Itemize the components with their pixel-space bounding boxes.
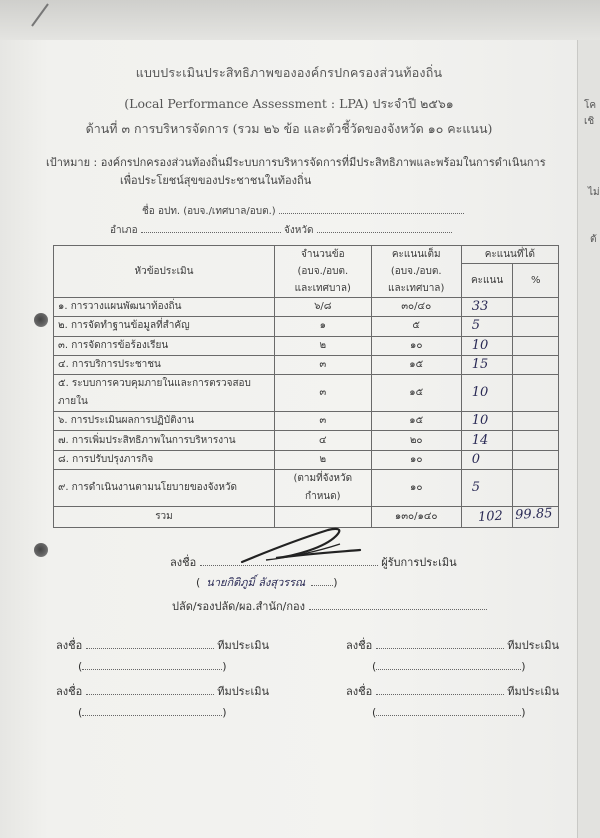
org-label: ชื่อ อปท. (อบจ./เทศบาล/อบต.) bbox=[142, 206, 276, 217]
punch-hole-upper bbox=[34, 313, 48, 327]
header-full-l1: คะแนนเต็ม bbox=[391, 249, 441, 260]
header-score: คะแนน bbox=[461, 264, 513, 298]
title-line-3: ด้านที่ ๓ การบริหารจัดการ (รวม ๒๖ ข้อ และตัวชี้วัดของจังหวัด ๑๐ คะแนน) bbox=[85, 121, 493, 136]
row-count: ๖/๘ bbox=[274, 298, 371, 317]
row-count: ๔ bbox=[274, 431, 371, 450]
row-percent bbox=[513, 431, 559, 450]
header-full-l2: (อบจ./อบต. bbox=[390, 266, 442, 277]
row-count: ๓ bbox=[274, 355, 371, 374]
team-role-2: ทีมประเมิน bbox=[507, 639, 560, 652]
team-sign-label-4: ลงชื่อ bbox=[346, 685, 373, 698]
punch-hole-lower bbox=[34, 543, 48, 557]
team-sign-label-2: ลงชื่อ bbox=[346, 639, 373, 652]
row-percent bbox=[513, 375, 559, 412]
edge-text-3: ไม่ bbox=[588, 187, 600, 198]
row-item: ๘. การปรับปรุงภารกิจ bbox=[54, 450, 275, 469]
clerk-label: ปลัด/รองปลัด/ผอ.สำนัก/กอง bbox=[172, 600, 305, 613]
row-score: 14 bbox=[461, 431, 513, 450]
row-score: 33 bbox=[461, 298, 513, 317]
row-percent bbox=[513, 470, 559, 507]
row-item: ๙. การดำเนินงานตามนโยบายของจังหวัด bbox=[54, 470, 275, 507]
team-paren-1-left: ( ) bbox=[78, 660, 227, 673]
team-sign-label-3: ลงชื่อ bbox=[56, 685, 83, 698]
table-row bbox=[54, 317, 559, 336]
folded-corner-mark bbox=[30, 2, 52, 28]
edge-text-4: ตั bbox=[590, 234, 597, 245]
row-item: ๕. ระบบการควบคุมภายในและการตรวจสอบภายใน bbox=[54, 375, 275, 412]
row-percent bbox=[513, 412, 559, 431]
row-count: ๓ bbox=[274, 412, 371, 431]
handwritten-total: 102 bbox=[477, 508, 504, 525]
scanner-top-band bbox=[0, 0, 600, 40]
team-sign-dots-4 bbox=[376, 684, 504, 695]
district-dots bbox=[141, 222, 281, 233]
org-dots bbox=[279, 203, 464, 214]
row-count: ๑ bbox=[274, 317, 371, 336]
clerk-dots bbox=[309, 599, 487, 610]
team-role-1: ทีมประเมิน bbox=[217, 639, 270, 652]
header-obtained: คะแนนที่ได้ bbox=[461, 246, 558, 264]
row-full: ๑๐ bbox=[371, 336, 461, 355]
team-paren-1-right: ( ) bbox=[372, 660, 526, 673]
province-dots bbox=[317, 222, 452, 233]
edge-text-2: เชิ bbox=[584, 116, 595, 127]
row-full: ๑๐ bbox=[371, 450, 461, 469]
table-row bbox=[54, 355, 559, 374]
row-full: ๑๕ bbox=[371, 355, 461, 374]
district-label: อำเภอ bbox=[110, 225, 138, 236]
assessment-table bbox=[53, 245, 559, 528]
row-full: ๒๐ bbox=[371, 431, 461, 450]
team-paren-2-right: ( ) bbox=[372, 706, 526, 719]
row-score: 5 bbox=[461, 470, 513, 507]
assessee-name-row: ( นายกิติภูมิ์ ลังสุวรรณ ) bbox=[196, 576, 338, 589]
table-row bbox=[54, 336, 559, 355]
team-sign-label-1: ลงชื่อ bbox=[56, 639, 83, 652]
row-count: ๒ bbox=[274, 450, 371, 469]
row-item: ๓. การจัดการข้อร้องเรียน bbox=[54, 336, 275, 355]
table-row bbox=[54, 470, 559, 507]
table-row bbox=[54, 450, 559, 469]
team-role-4: ทีมประเมิน bbox=[507, 685, 560, 698]
table-row bbox=[54, 431, 559, 450]
row-count: ๒ bbox=[274, 336, 371, 355]
goal-line-1: เป้าหมาย : องค์กรปกครองส่วนท้องถิ่นมีระบบการบริหารจัดการที่มีประสิทธิภาพและพร้อมในการดำเนินการ bbox=[46, 156, 546, 169]
handwritten-percent: 99.85 bbox=[514, 506, 553, 523]
row-percent bbox=[513, 450, 559, 469]
row-full: ๓๐/๔๐ bbox=[371, 298, 461, 317]
assessee-sign-label: ลงชื่อ bbox=[170, 556, 197, 569]
header-count-l1: จำนวนข้อ bbox=[301, 249, 345, 260]
row-full: ๑๐ bbox=[371, 470, 461, 507]
row-score: 10 bbox=[461, 336, 513, 355]
assessee-name: นายกิติภูมิ์ ลังสุวรรณ bbox=[206, 576, 306, 589]
row-score: 5 bbox=[461, 317, 513, 336]
row-full: ๑๕ bbox=[371, 375, 461, 412]
header-item: หัวข้อประเมิน bbox=[54, 246, 275, 298]
row-full: ๕ bbox=[371, 317, 461, 336]
team-sign-dots-2 bbox=[376, 638, 504, 649]
total-full: ๑๓๐/๑๔๐ bbox=[371, 507, 461, 528]
team-sign-row-2-right bbox=[346, 682, 559, 700]
row-score: 10 bbox=[461, 412, 513, 431]
assessee-name-dots bbox=[311, 575, 333, 586]
goal-line-2: เพื่อประโยชน์สุขของประชาชนในท้องถิ่น bbox=[120, 174, 312, 187]
team-role-3: ทีมประเมิน bbox=[217, 685, 270, 698]
table-row bbox=[54, 298, 559, 317]
assessee-signature-scribble bbox=[236, 522, 366, 568]
team-sign-row-2-left bbox=[56, 682, 269, 700]
district-province-line bbox=[110, 222, 452, 238]
adjacent-page-strip bbox=[577, 40, 600, 838]
row-count: (ตามที่จังหวัดกำหนด) bbox=[274, 470, 371, 507]
team-paren-2-left: ( ) bbox=[78, 706, 227, 719]
row-percent bbox=[513, 298, 559, 317]
row-percent bbox=[513, 355, 559, 374]
team-sign-dots-1 bbox=[86, 638, 214, 649]
row-score: 15 bbox=[461, 355, 513, 374]
title-line-1: แบบประเมินประสิทธิภาพขององค์กรปกครองส่วนท้องถิ่น bbox=[135, 65, 443, 80]
row-item: ๔. การบริการประชาชน bbox=[54, 355, 275, 374]
header-percent: % bbox=[513, 264, 559, 298]
title-line-2: (Local Performance Assessment : LPA) ประจำปี ๒๕๖๑ bbox=[124, 96, 454, 111]
assessee-role: ผู้รับการประเมิน bbox=[381, 556, 457, 569]
row-percent bbox=[513, 336, 559, 355]
row-count: ๓ bbox=[274, 375, 371, 412]
header-count-l3: และเทศบาล) bbox=[294, 283, 351, 294]
row-item: ๑. การวางแผนพัฒนาท้องถิ่น bbox=[54, 298, 275, 317]
total-label: รวม bbox=[54, 507, 275, 528]
team-sign-row-1-right bbox=[346, 636, 559, 654]
table-row bbox=[54, 375, 559, 412]
row-item: ๒. การจัดทำฐานข้อมูลที่สำคัญ bbox=[54, 317, 275, 336]
team-sign-row-1-left bbox=[56, 636, 269, 654]
header-count bbox=[274, 246, 371, 298]
header-count-l2: (อบจ./อบต. bbox=[297, 266, 349, 277]
edge-text-1: โค bbox=[584, 100, 597, 111]
org-name-line bbox=[142, 203, 464, 219]
table-header-row-1 bbox=[54, 246, 559, 264]
row-full: ๑๕ bbox=[371, 412, 461, 431]
row-item: ๗. การเพิ่มประสิทธิภาพในการบริหารงาน bbox=[54, 431, 275, 450]
row-score: 10 bbox=[461, 375, 513, 412]
clerk-row bbox=[172, 597, 487, 615]
province-label: จังหวัด bbox=[284, 225, 314, 236]
row-score: 0 bbox=[461, 450, 513, 469]
header-full bbox=[371, 246, 461, 298]
team-sign-dots-3 bbox=[86, 684, 214, 695]
header-full-l3: และเทศบาล) bbox=[388, 283, 445, 294]
table-row bbox=[54, 412, 559, 431]
row-percent bbox=[513, 317, 559, 336]
row-item: ๖. การประเมินผลการปฏิบัติงาน bbox=[54, 412, 275, 431]
